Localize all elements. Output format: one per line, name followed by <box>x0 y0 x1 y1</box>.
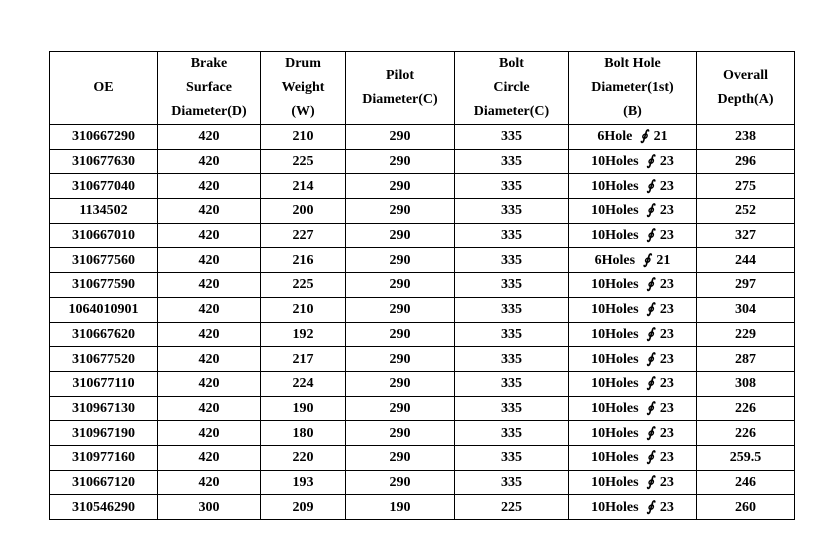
diameter-symbol-icon: ∮ <box>646 474 654 490</box>
cell-bolt-circle-diameter: 335 <box>455 347 569 372</box>
cell-bolt-hole-diameter <box>569 396 697 421</box>
cell-oe: 1134502 <box>50 199 158 224</box>
cell-pilot-diameter: 290 <box>346 445 455 470</box>
header-line: Depth(A) <box>717 92 774 107</box>
table-row <box>50 223 795 248</box>
cell-bolt-circle-diameter: 335 <box>455 248 569 273</box>
header-line: Weight <box>281 80 325 95</box>
cell-pilot-diameter: 290 <box>346 125 455 150</box>
cell-drum-weight: 210 <box>261 297 346 322</box>
cell-oe: 310546290 <box>50 495 158 520</box>
cell-pilot-diameter: 290 <box>346 396 455 421</box>
hole-count: 6Holes <box>594 252 636 268</box>
cell-brake-surface-diameter: 420 <box>158 421 261 446</box>
cell-bolt-hole-diameter <box>569 297 697 322</box>
cell-oe: 310677040 <box>50 174 158 199</box>
cell-pilot-diameter: 290 <box>346 347 455 372</box>
header-line: OE <box>93 80 114 95</box>
cell-bolt-hole-diameter <box>569 248 697 273</box>
diameter-symbol-icon: ∮ <box>646 351 654 367</box>
header-pilot-diameter <box>346 52 455 125</box>
diameter-symbol-icon: ∮ <box>643 252 651 268</box>
cell-bolt-hole-diameter <box>569 125 697 150</box>
header-line: Surface <box>186 80 232 95</box>
hole-count: 6Hole <box>597 129 633 145</box>
cell-pilot-diameter: 290 <box>346 199 455 224</box>
table-row <box>50 149 795 174</box>
hole-count: 10Holes <box>591 154 639 170</box>
cell-drum-weight: 192 <box>261 322 346 347</box>
cell-overall-depth: 308 <box>697 371 795 396</box>
hole-count: 10Holes <box>591 499 639 515</box>
cell-bolt-circle-diameter: 225 <box>455 495 569 520</box>
table-row <box>50 470 795 495</box>
header-bolt-hole-diameter <box>569 52 697 125</box>
diameter-symbol-icon: ∮ <box>646 425 654 441</box>
cell-pilot-diameter: 290 <box>346 297 455 322</box>
cell-bolt-circle-diameter: 335 <box>455 421 569 446</box>
cell-drum-weight: 224 <box>261 371 346 396</box>
diameter-symbol-icon: ∮ <box>646 277 654 293</box>
hole-diameter: 23 <box>659 154 674 170</box>
cell-oe: 310667290 <box>50 125 158 150</box>
cell-brake-surface-diameter: 420 <box>158 149 261 174</box>
header-line: Brake <box>190 56 228 71</box>
hole-diameter: 23 <box>659 228 674 244</box>
cell-pilot-diameter: 290 <box>346 273 455 298</box>
header-oe <box>50 52 158 125</box>
hole-diameter: 23 <box>659 425 674 441</box>
cell-brake-surface-diameter: 420 <box>158 297 261 322</box>
cell-oe: 310667620 <box>50 322 158 347</box>
cell-drum-weight: 227 <box>261 223 346 248</box>
cell-brake-surface-diameter: 420 <box>158 347 261 372</box>
cell-oe: 310677520 <box>50 347 158 372</box>
cell-oe: 310677560 <box>50 248 158 273</box>
header-line: Bolt <box>499 56 524 71</box>
header-line: Diameter(1st) <box>591 80 674 95</box>
header-line: Pilot <box>386 68 414 83</box>
hole-diameter: 23 <box>659 178 674 194</box>
header-line: Circle <box>493 80 530 95</box>
hole-count: 10Holes <box>591 178 639 194</box>
cell-overall-depth: 226 <box>697 421 795 446</box>
cell-bolt-hole-diameter <box>569 495 697 520</box>
cell-bolt-hole-diameter <box>569 149 697 174</box>
cell-brake-surface-diameter: 300 <box>158 495 261 520</box>
hole-diameter: 21 <box>656 252 671 268</box>
diameter-symbol-icon: ∮ <box>640 129 648 145</box>
table-row <box>50 125 795 150</box>
cell-pilot-diameter: 290 <box>346 322 455 347</box>
cell-bolt-circle-diameter: 335 <box>455 322 569 347</box>
cell-bolt-circle-diameter: 335 <box>455 199 569 224</box>
hole-diameter: 23 <box>659 302 674 318</box>
cell-oe: 310677630 <box>50 149 158 174</box>
table-row <box>50 297 795 322</box>
cell-pilot-diameter: 290 <box>346 223 455 248</box>
diameter-symbol-icon: ∮ <box>646 326 654 342</box>
diameter-symbol-icon: ∮ <box>646 154 654 170</box>
hole-diameter: 23 <box>659 499 674 515</box>
cell-overall-depth: 244 <box>697 248 795 273</box>
cell-bolt-circle-diameter: 335 <box>455 371 569 396</box>
cell-bolt-circle-diameter: 335 <box>455 149 569 174</box>
cell-overall-depth: 252 <box>697 199 795 224</box>
hole-count: 10Holes <box>591 425 639 441</box>
cell-drum-weight: 193 <box>261 470 346 495</box>
cell-bolt-circle-diameter: 335 <box>455 297 569 322</box>
hole-diameter: 23 <box>659 351 674 367</box>
diameter-symbol-icon: ∮ <box>646 203 654 219</box>
brake-drum-spec-table <box>49 51 795 520</box>
header-brake-surface-diameter <box>158 52 261 125</box>
hole-count: 10Holes <box>591 302 639 318</box>
cell-brake-surface-diameter: 420 <box>158 322 261 347</box>
table-row <box>50 322 795 347</box>
header-line: Overall <box>722 68 769 83</box>
cell-bolt-circle-diameter: 335 <box>455 445 569 470</box>
cell-pilot-diameter: 290 <box>346 371 455 396</box>
cell-overall-depth: 259.5 <box>697 445 795 470</box>
table-row <box>50 445 795 470</box>
cell-brake-surface-diameter: 420 <box>158 470 261 495</box>
cell-oe: 1064010901 <box>50 297 158 322</box>
hole-diameter: 23 <box>659 277 674 293</box>
cell-brake-surface-diameter: 420 <box>158 396 261 421</box>
cell-oe: 310677110 <box>50 371 158 396</box>
hole-diameter: 23 <box>659 203 674 219</box>
cell-bolt-circle-diameter: 335 <box>455 125 569 150</box>
header-line: Diameter(C) <box>362 92 438 107</box>
diameter-symbol-icon: ∮ <box>646 450 654 466</box>
cell-drum-weight: 220 <box>261 445 346 470</box>
cell-overall-depth: 229 <box>697 322 795 347</box>
cell-overall-depth: 297 <box>697 273 795 298</box>
table-row <box>50 371 795 396</box>
cell-pilot-diameter: 290 <box>346 421 455 446</box>
table-row <box>50 174 795 199</box>
diameter-symbol-icon: ∮ <box>646 400 654 416</box>
hole-diameter: 23 <box>659 474 674 490</box>
cell-drum-weight: 210 <box>261 125 346 150</box>
header-overall-depth <box>697 52 795 125</box>
diameter-symbol-icon: ∮ <box>646 178 654 194</box>
hole-diameter: 21 <box>653 129 668 145</box>
cell-bolt-circle-diameter: 335 <box>455 396 569 421</box>
cell-bolt-circle-diameter: 335 <box>455 223 569 248</box>
hole-count: 10Holes <box>591 351 639 367</box>
cell-drum-weight: 225 <box>261 273 346 298</box>
cell-oe: 310977160 <box>50 445 158 470</box>
table-row <box>50 248 795 273</box>
hole-diameter: 23 <box>659 450 674 466</box>
cell-bolt-circle-diameter: 335 <box>455 273 569 298</box>
cell-pilot-diameter: 290 <box>346 174 455 199</box>
table-body <box>50 125 795 520</box>
cell-bolt-hole-diameter <box>569 322 697 347</box>
cell-brake-surface-diameter: 420 <box>158 273 261 298</box>
cell-overall-depth: 226 <box>697 396 795 421</box>
cell-bolt-hole-diameter <box>569 421 697 446</box>
hole-count: 10Holes <box>591 450 639 466</box>
cell-drum-weight: 180 <box>261 421 346 446</box>
diameter-symbol-icon: ∮ <box>646 499 654 515</box>
cell-brake-surface-diameter: 420 <box>158 174 261 199</box>
cell-brake-surface-diameter: 420 <box>158 223 261 248</box>
cell-bolt-circle-diameter: 335 <box>455 174 569 199</box>
table-row <box>50 273 795 298</box>
cell-overall-depth: 296 <box>697 149 795 174</box>
cell-overall-depth: 246 <box>697 470 795 495</box>
cell-bolt-hole-diameter <box>569 470 697 495</box>
cell-brake-surface-diameter: 420 <box>158 248 261 273</box>
cell-brake-surface-diameter: 420 <box>158 199 261 224</box>
hole-diameter: 23 <box>659 400 674 416</box>
hole-diameter: 23 <box>659 326 674 342</box>
cell-drum-weight: 216 <box>261 248 346 273</box>
header-bolt-circle-diameter <box>455 52 569 125</box>
header-drum-weight <box>261 52 346 125</box>
cell-bolt-hole-diameter <box>569 223 697 248</box>
cell-bolt-hole-diameter <box>569 347 697 372</box>
header-row <box>50 52 795 125</box>
cell-pilot-diameter: 290 <box>346 149 455 174</box>
hole-count: 10Holes <box>591 203 639 219</box>
header-line: (W) <box>291 104 315 119</box>
header-line: Diameter(D) <box>171 104 247 119</box>
cell-brake-surface-diameter: 420 <box>158 445 261 470</box>
cell-overall-depth: 287 <box>697 347 795 372</box>
hole-count: 10Holes <box>591 228 639 244</box>
cell-drum-weight: 200 <box>261 199 346 224</box>
header-line: Diameter(C) <box>473 104 550 119</box>
hole-diameter: 23 <box>659 376 674 392</box>
cell-drum-weight: 214 <box>261 174 346 199</box>
cell-pilot-diameter: 290 <box>346 470 455 495</box>
cell-drum-weight: 190 <box>261 396 346 421</box>
header-line: Bolt Hole <box>604 56 661 71</box>
table-row <box>50 199 795 224</box>
table-row <box>50 396 795 421</box>
header-line: Drum <box>285 56 321 71</box>
cell-oe: 310967190 <box>50 421 158 446</box>
cell-oe: 310667010 <box>50 223 158 248</box>
cell-pilot-diameter: 290 <box>346 248 455 273</box>
cell-brake-surface-diameter: 420 <box>158 125 261 150</box>
diameter-symbol-icon: ∮ <box>646 228 654 244</box>
cell-pilot-diameter: 190 <box>346 495 455 520</box>
cell-bolt-circle-diameter: 335 <box>455 470 569 495</box>
cell-brake-surface-diameter: 420 <box>158 371 261 396</box>
hole-count: 10Holes <box>591 326 639 342</box>
cell-oe: 310967130 <box>50 396 158 421</box>
cell-overall-depth: 275 <box>697 174 795 199</box>
table-row <box>50 495 795 520</box>
cell-drum-weight: 217 <box>261 347 346 372</box>
hole-count: 10Holes <box>591 400 639 416</box>
cell-bolt-hole-diameter <box>569 371 697 396</box>
cell-overall-depth: 260 <box>697 495 795 520</box>
cell-overall-depth: 304 <box>697 297 795 322</box>
cell-bolt-hole-diameter <box>569 445 697 470</box>
table-row <box>50 421 795 446</box>
cell-overall-depth: 327 <box>697 223 795 248</box>
hole-count: 10Holes <box>591 376 639 392</box>
cell-bolt-hole-diameter <box>569 174 697 199</box>
diameter-symbol-icon: ∮ <box>646 302 654 318</box>
hole-count: 10Holes <box>591 474 639 490</box>
diameter-symbol-icon: ∮ <box>646 376 654 392</box>
cell-drum-weight: 209 <box>261 495 346 520</box>
cell-overall-depth: 238 <box>697 125 795 150</box>
hole-count: 10Holes <box>591 277 639 293</box>
cell-bolt-hole-diameter <box>569 273 697 298</box>
table-row <box>50 347 795 372</box>
header-line: (B) <box>623 104 642 119</box>
table-header <box>50 52 795 125</box>
cell-drum-weight: 225 <box>261 149 346 174</box>
cell-oe: 310667120 <box>50 470 158 495</box>
cell-oe: 310677590 <box>50 273 158 298</box>
cell-bolt-hole-diameter <box>569 199 697 224</box>
